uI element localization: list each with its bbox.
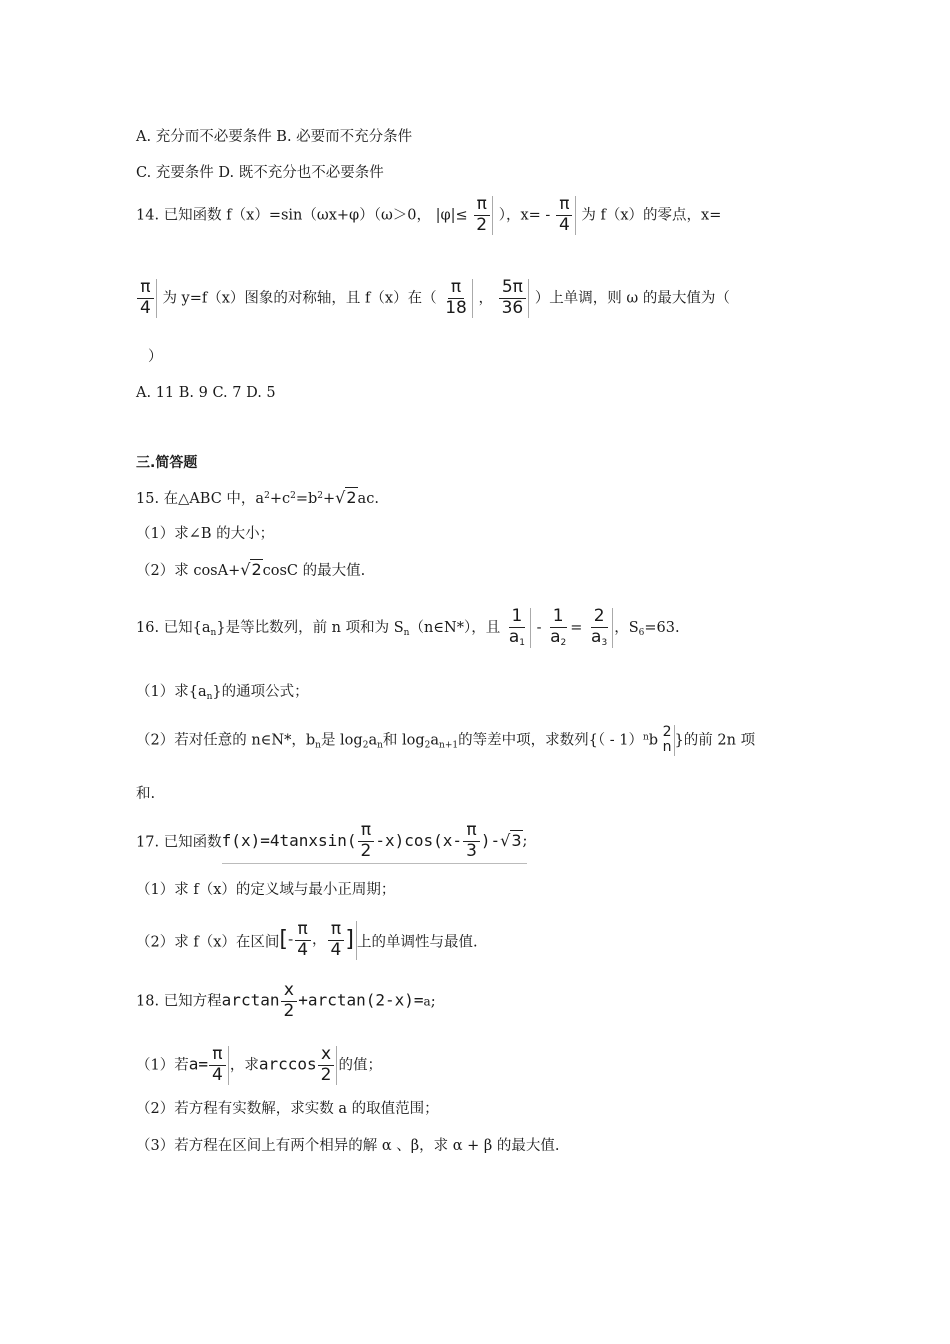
q16-sub: n — [210, 628, 217, 639]
q15-part1: （1）求∠B 的大小； — [136, 526, 275, 542]
q18-part1-b: ，求 — [229, 1057, 259, 1074]
q18-part2: （2）若方程有实数解，求实数 a 的取值范围； — [136, 1101, 439, 1117]
q15-sup: 2 — [317, 491, 323, 501]
q16-frac-1-a2 — [547, 608, 569, 648]
sqrt-radicand: 3 — [511, 831, 522, 851]
q17-frac-neg-pi-over-4 — [294, 921, 311, 960]
stack-top: 2 — [662, 724, 672, 740]
q18-formula-b: +arctan(2-x)= — [298, 990, 424, 1010]
q18-frac-pi-over-4 — [209, 1046, 229, 1085]
q17-semicolon: ; — [522, 833, 528, 850]
frac-den: 2 — [476, 214, 488, 235]
q14-stem-line1 — [136, 196, 721, 235]
q16-sub: n — [377, 740, 383, 751]
q18-frac-x-over-2-b — [318, 1046, 338, 1085]
q17-sqrt-3 — [500, 833, 522, 849]
q16-part2-f: b — [648, 732, 659, 749]
q16-text-e: =63. — [644, 620, 680, 637]
q18-a: a — [423, 994, 431, 1009]
frac-num: π — [137, 279, 153, 299]
q15-sqrt-2 — [335, 487, 357, 507]
q16-sub: 2 — [424, 740, 431, 751]
q17-neg: - — [287, 932, 294, 949]
q15-sup: 2 — [290, 491, 296, 501]
q14-text-c: ），x= - — [498, 207, 551, 224]
q16-part2-tail: 和. — [136, 786, 156, 802]
frac-den: 2 — [283, 1000, 295, 1021]
frac-den: 3 — [466, 840, 477, 861]
q15-text-b: +c — [269, 491, 291, 507]
q16-text-d: ，S — [614, 620, 639, 637]
q16-sub: n — [315, 740, 321, 751]
q18-part1-c: 的值； — [338, 1057, 382, 1074]
frac-num: π — [556, 196, 572, 216]
sqrt-symbol: √ — [500, 831, 511, 851]
q17-formula-a: f(x)=4tanxsin( — [221, 831, 357, 851]
q14-options: A. 11 B. 9 C. 7 D. 5 — [136, 385, 276, 401]
q18-a-eq: a= — [188, 1054, 208, 1074]
q17-frac-pi-over-4 — [328, 921, 345, 960]
q17-interval — [279, 921, 357, 960]
frac-den: $a_1$ — [508, 626, 525, 648]
q14-text-a: 14. 已知函数 f（x）=sin（ωx+φ）（ω＞0， — [136, 207, 431, 224]
q18-arccos: arccos — [258, 1054, 317, 1074]
q16-part2-c: a — [430, 732, 440, 749]
q18-arctan: arctan — [221, 990, 280, 1010]
q16-sub: n+1 — [439, 740, 459, 751]
q16-sup: n — [642, 732, 649, 743]
q16-sub: 2 — [362, 740, 369, 751]
sqrt-radicand: 2 — [346, 488, 357, 507]
frac-den: 4 — [140, 297, 151, 318]
q14-stem-line2 — [136, 279, 730, 318]
q17-frac-pi-over-3 — [463, 822, 480, 861]
q13-option-ab: A. 充分而不必要条件 B. 必要而不充分条件 — [136, 129, 413, 145]
q17-frac-pi-over-2 — [358, 822, 375, 861]
q16-minus: - — [532, 620, 547, 637]
q15-text-a: 15. 在△ABC 中，a — [136, 491, 265, 507]
frac-den: 4 — [330, 939, 342, 960]
q14-frac-pi-over-2 — [473, 196, 493, 235]
frac-num: x — [318, 1046, 334, 1066]
q14-frac-pi-over-4-b — [137, 279, 157, 318]
q15-text-c: =b — [295, 491, 318, 507]
frac-den: 2 — [360, 840, 372, 861]
q16-stem — [136, 608, 680, 648]
q15-text-d: + — [323, 491, 336, 507]
q16-text-a: 16. 已知{a — [136, 620, 211, 637]
q18-text: 18. 已知方程 — [136, 993, 222, 1010]
q15-sup: 2 — [264, 491, 270, 501]
frac-num: π — [448, 279, 464, 299]
q17-part2-a: （2）求 f（x）在区间 — [136, 934, 280, 951]
q16-part1 — [136, 685, 309, 702]
q14-frac-5pi-over-36 — [499, 279, 530, 318]
frac-num: 5π — [499, 279, 526, 299]
q16-part2 — [136, 725, 755, 756]
frac-num: 2 — [591, 608, 608, 628]
sqrt-symbol: √ — [240, 560, 251, 579]
q17-stem — [136, 822, 527, 864]
q14-text-e: 为 y=f（x）图象的对称轴，且 f（x）在（ — [162, 290, 437, 307]
q14-frac-pi-over-18 — [442, 279, 473, 318]
frac-den: 18 — [445, 297, 467, 318]
frac-num: π — [295, 921, 311, 941]
q18-semicolon: ; — [430, 993, 436, 1010]
q16-part2-e: 的等差中项，求数列{（ - 1） — [458, 732, 643, 749]
q14-close-paren: ） — [148, 349, 163, 365]
q17-part1: （1）求 f（x）的定义域与最小正周期； — [136, 882, 396, 898]
q17-text: 17. 已知函数 — [136, 834, 222, 851]
q16-part1-a: （1）求{a — [136, 684, 207, 700]
q13-option-cd: C. 充要条件 D. 既不充分也不必要条件 — [136, 165, 384, 181]
frac-den: 2 — [320, 1064, 332, 1085]
q17-part2-b: 上的单调性与最值. — [356, 934, 478, 951]
frac-den: 4 — [297, 939, 309, 960]
q17-formula-c: )- — [480, 831, 501, 851]
q18-frac-x-over-2 — [280, 982, 297, 1021]
q17-formula-b: -x)cos(x- — [375, 831, 463, 851]
frac-den: $a_3$ — [591, 626, 608, 648]
q15-part2 — [136, 562, 365, 579]
q15-part2-b: cosC 的最大值. — [262, 563, 366, 579]
q17-part2 — [136, 921, 478, 960]
q14-text-f: ）上单调，则 ω 的最大值为（ — [534, 290, 730, 307]
q16-sub: 6 — [638, 628, 645, 639]
q16-part1-b: }的通项公式； — [212, 684, 309, 700]
q16-sub: n — [403, 628, 410, 639]
frac-den: $a_2$ — [550, 626, 567, 648]
frac-den: 36 — [501, 297, 524, 318]
q14-comma: ， — [478, 290, 493, 307]
q16-part2-c: a — [368, 732, 378, 749]
frac-num: π — [328, 921, 344, 941]
frac-num: π — [474, 196, 490, 216]
frac-num: π — [463, 822, 479, 842]
q15-sqrt-2-b — [240, 559, 262, 579]
q17-left-bracket: [ — [279, 927, 288, 953]
q16-part2-d: 和 log — [382, 732, 425, 749]
frac-den: 4 — [212, 1064, 223, 1085]
q16-part2-a: （2）若对任意的 n∈N*，b — [136, 732, 316, 749]
q18-part3: （3）若方程在区间上有两个相异的解 α 、β，求 α + β 的最大值. — [136, 1138, 560, 1154]
q17-right-bracket: ] — [345, 927, 354, 953]
q15-text-e: ac. — [357, 491, 379, 507]
q16-frac-2-a3 — [588, 608, 613, 648]
q16-part2-g: }的前 2n 项 — [674, 732, 756, 749]
q15-part2-a: （2）求 cosA+ — [136, 563, 241, 579]
frac-den: 4 — [558, 214, 570, 235]
sqrt-symbol: √ — [335, 488, 346, 507]
q14-frac-pi-over-4 — [556, 196, 576, 235]
q16-text-b: }是等比数列，前 n 项和为 S — [216, 620, 404, 637]
q17-formula — [222, 822, 528, 864]
q18-part1-a: （1）若 — [136, 1057, 189, 1074]
frac-num: 1 — [550, 608, 567, 628]
stack-bottom: n — [662, 739, 672, 756]
q16-b-squared-n — [663, 725, 675, 756]
q15-stem — [136, 490, 379, 507]
sqrt-radicand: 2 — [251, 560, 262, 579]
q16-equals: = — [570, 620, 583, 637]
q14-text-b: |φ|≤ — [435, 207, 468, 224]
q18-part1 — [136, 1046, 382, 1085]
q18-stem — [136, 982, 436, 1021]
frac-num: x — [281, 982, 297, 1002]
q14-text-d: 为 f（x）的零点，x= — [581, 207, 722, 224]
frac-num: 1 — [509, 608, 526, 628]
frac-num: π — [209, 1046, 225, 1066]
q16-text-c: （n∈N*），且 — [409, 620, 501, 637]
frac-num: π — [358, 822, 374, 842]
q17-comma: ， — [312, 932, 327, 949]
q16-frac-1-a1 — [506, 608, 531, 648]
section-title: 三.简答题 — [136, 455, 198, 471]
q16-part2-b: 是 log — [320, 732, 363, 749]
q16-sub: n — [206, 692, 213, 702]
